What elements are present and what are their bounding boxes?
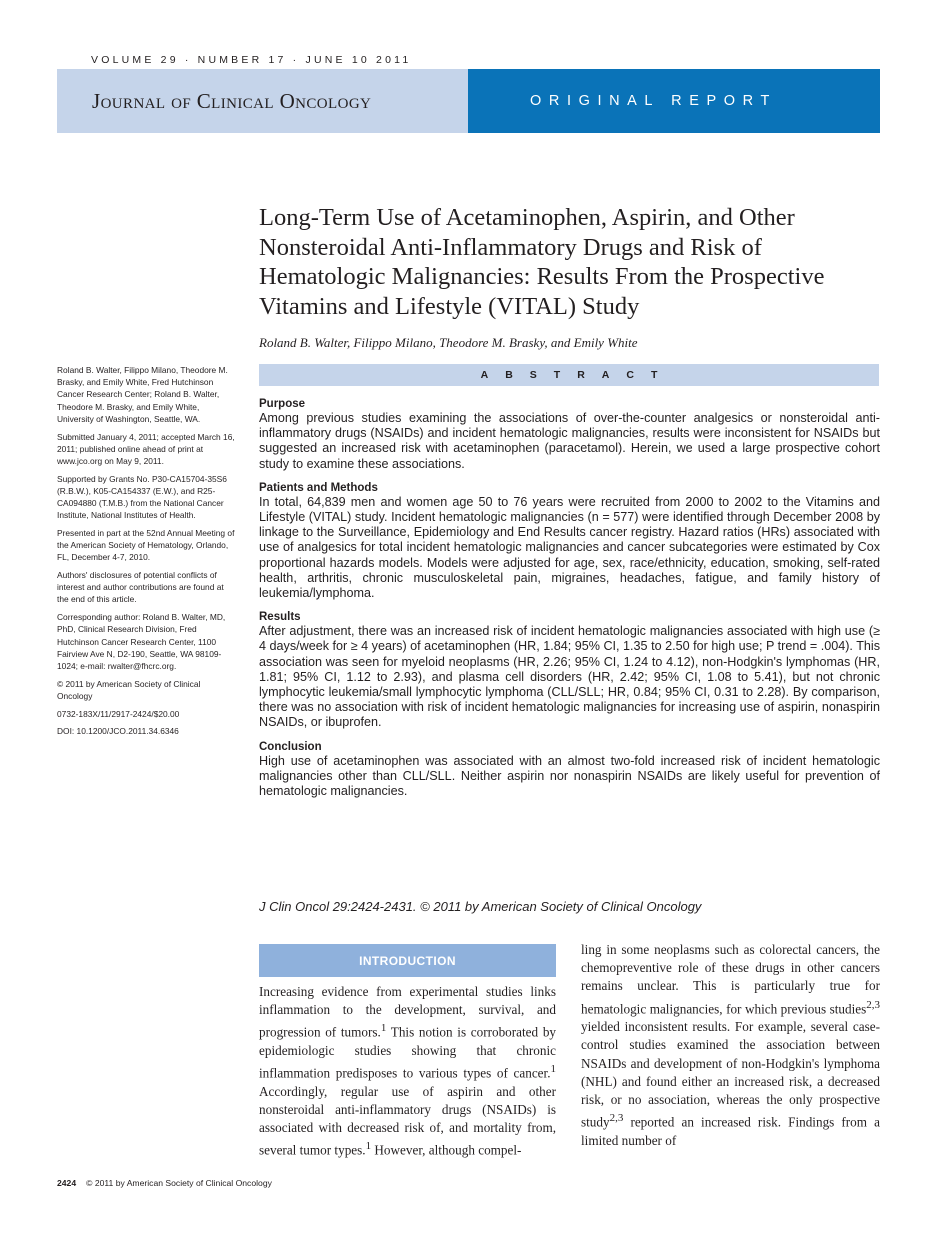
- journal-citation: J Clin Oncol 29:2424-2431. © 2011 by American Society of Clinical Oncology: [259, 899, 702, 914]
- introduction-column-2: [581, 941, 880, 1150]
- journal-header-band: [57, 69, 880, 133]
- article-title: Long-Term Use of Acetaminophen, Aspirin, and Other Nonsteroidal Anti-Inflammatory Drugs and Risk of Hematologic Malignancies: Results From the Prospective Vitamins and Lifestyle (VITAL) Study: [259, 204, 825, 320]
- purpose-text: Among previous studies examining the associations of over-the-counter analgesics or nonsteroidal anti-inflammatory drugs (NSAIDs) and incident hematologic malignancies, results were inconsistent for NSAIDs but suggested an increased risk with acetaminophen (paracetamol). Herein, we used a large prospective cohort study to examine these associations.: [259, 411, 880, 471]
- reference-marker[interactable]: 1: [550, 1063, 556, 1076]
- page-footer: [57, 1178, 272, 1188]
- abstract-purpose: [259, 398, 880, 472]
- introduction-column-1: [259, 983, 556, 1160]
- conclusion-heading: Conclusion: [259, 740, 322, 753]
- abstract-results: [259, 611, 880, 730]
- article-info-sidebar: [57, 364, 235, 743]
- intro-text-segment: Accordingly, regular use of aspirin and other nonsteroidal anti-inflammatory drugs (NSAIDs) is associated with decreased risk of, and mortality from, several tumor types.: [259, 1083, 556, 1158]
- reference-marker[interactable]: 1: [365, 1140, 372, 1153]
- grant-support: Supported by Grants No. P30-CA15704-35S6 (R.B.W.), K05-CA154337 (E.W.), and R25-CA094880 (T.M.B.) from the National Cancer Institute, National Institutes of Health.: [57, 473, 227, 521]
- presentation-note: Presented in part at the 52nd Annual Meeting of the American Society of Hematology, Orlando, FL, December 4-7, 2010.: [57, 527, 235, 563]
- author-list: Roland B. Walter, Filippo Milano, Theodore M. Brasky, and Emily White: [259, 335, 638, 350]
- abstract-body: [259, 398, 880, 809]
- abstract-heading-bar: [259, 364, 879, 386]
- results-heading: Results: [259, 611, 301, 624]
- introduction-heading-bar: [259, 944, 556, 977]
- intro-text-segment: yielded inconsistent results. For example, several case-control studies examined the association between NSAIDs and development of non-Hodgkin's lymphoma (NHL) and found either an increased risk, a decreased risk, or no association, whereas the only prospective study: [581, 1019, 880, 1130]
- purpose-heading: Purpose: [259, 398, 306, 410]
- corresponding-author: Corresponding author: Roland B. Walter, MD, PhD, Clinical Research Division, Fred Hutchinson Cancer Research Center, 1100 Fairview Ave N, D2-190, Seattle, WA 98109-1024; e-mail: rwalter@fhcrc.org.: [57, 612, 226, 671]
- intro-text-segment: ling in some neoplasms such as colorectal cancers, the chemopreventive role of these drugs in other cancers remains unclear. This is particularly true for hematologic malignancies, for which previous studies: [581, 942, 880, 1016]
- introduction-heading: INTRODUCTION: [359, 953, 456, 968]
- journal-name-block: [57, 69, 468, 133]
- methods-text: In total, 64,839 men and women age 50 to 76 years were recruited from 2000 to 2002 to the Vitamins and Lifestyle (VITAL) study. Incident hematologic malignancies (n = 577) were identified through December 2008 by linkage to the Surveillance, Epidemiology and End Results cancer registry. Hazard ratios (HRs) associated with use of analgesics for total incident hematologic malignancies and cancer subcategories were estimated by Cox proportional hazards models. Models were adjusted for age, sex, race/ethnicity, education, smoking, self-rated health, arthritis, chronic musculoskeletal pain, migraines, headaches, fatigue, and family history of leukemia/lymphoma.: [259, 494, 880, 601]
- report-type-block: [468, 69, 880, 133]
- results-text: After adjustment, there was an increased risk of incident hematologic malignancies associated with high use (≥ 4 days/week for ≥ 4 years) of acetaminophen (HR, 1.84; 95% CI, 1.35 to 2.50 for high use; P trend = .004). This association was seen for myeloid neoplasms (HR, 2.26; 95% CI, 1.24 to 4.12), non-Hodgkin's lymphomas (HR, 1.81; 95% CI, 1.12 to 2.93), and plasma cell disorders (HR, 2.42; 95% CI, 1.08 to 5.41), but not chronic lymphocytic leukemia/small lymphocytic lymphoma (CLL/SLL; HR, 0.84; 95% CI, 0.31 to 2.28). By comparison, there was no association with risk of incident hematologic malignancies for increasing use of aspirin, nonaspirin NSAIDs, or ibuprofen.: [259, 624, 880, 730]
- reference-marker[interactable]: 1: [380, 1022, 387, 1035]
- reference-marker[interactable]: 2,3: [866, 998, 880, 1011]
- journal-name: Journal of Clinical Oncology: [92, 88, 372, 113]
- abstract-methods: [259, 482, 880, 601]
- intro-text-segment: However, although compel-: [371, 1142, 522, 1158]
- report-type-label: ORIGINAL REPORT: [530, 93, 777, 109]
- conclusion-text: High use of acetaminophen was associated with an almost two-fold increased risk of incident hematologic malignancies other than CLL/SLL. Neither aspirin nor nonaspirin NSAIDs are likely useful for prevention of hematologic malignancies.: [259, 753, 880, 799]
- intro-text-segment: Increasing evidence from experimental studies links inflammation to the development, survival, and progression of tumors.: [259, 984, 556, 1040]
- submission-dates: Submitted January 4, 2011; accepted March 16, 2011; published online ahead of print at www.jco.org on May 9, 2011.: [57, 431, 235, 466]
- sidebar-copyright: © 2011 by American Society of Clinical Oncology: [57, 678, 201, 701]
- methods-heading: Patients and Methods: [259, 481, 378, 494]
- intro-text-segment: This notion is corroborated by epidemiologic studies showing that chronic inflammation predisposes to various types of cancer.: [259, 1024, 557, 1081]
- volume-issue-line: VOLUME 29 · NUMBER 17 · JUNE 10 2011: [91, 54, 412, 66]
- footer-copyright: © 2011 by American Society of Clinical Oncology: [86, 1178, 272, 1188]
- doi-link[interactable]: DOI: 10.1200/JCO.2011.34.6346: [57, 726, 179, 737]
- issn-code: 0732-183X/11/2917-2424/$20.00: [57, 708, 180, 719]
- abstract-heading: ABSTRACT: [480, 369, 675, 381]
- abstract-conclusion: [259, 741, 880, 800]
- affiliations: Roland B. Walter, Filippo Milano, Theodore M. Brasky, and Emily White, Fred Hutchinson Cancer Research Center; Roland B. Walter, Theodore M. Brasky, and Emily White, University of Washington, Seattle, WA.: [57, 365, 228, 424]
- disclosures-note: Authors' disclosures of potential conflicts of interest and author contributions are found at the end of this article.: [57, 570, 224, 605]
- reference-marker[interactable]: 2,3: [609, 1112, 624, 1125]
- intro-text-segment: reported an increased risk. Findings from a limited number of: [581, 1114, 880, 1148]
- page-number: 2424: [57, 1178, 77, 1188]
